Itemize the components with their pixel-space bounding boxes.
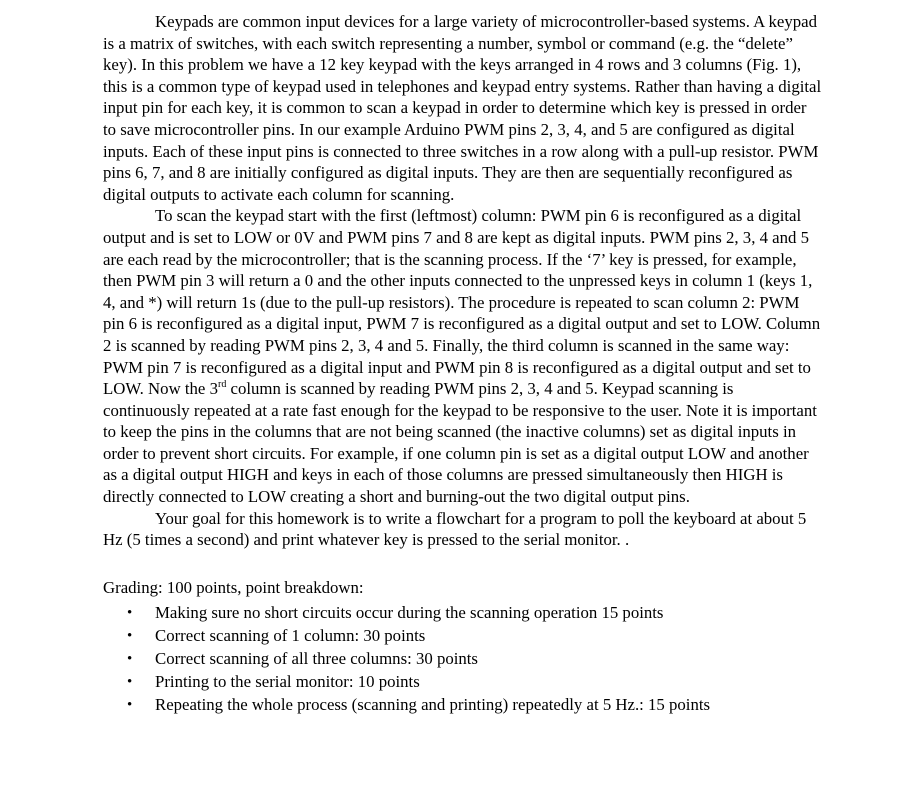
grading-item-text: Correct scanning of all three columns: 30 points bbox=[155, 649, 478, 669]
bullet-icon: • bbox=[127, 651, 133, 668]
bullet-icon: • bbox=[127, 696, 133, 713]
grading-item-text: Repeating the whole process (scanning and printing) repeatedly at 5 Hz.: 15 points bbox=[155, 694, 711, 714]
scanning-text-part-2: column is scanned by reading PWM pins 2, 3, 4 and 5. Keypad scanning is continuously repeated at a rate fast enough for the keypad to be responsive to the user. Note it is important to keep the pins in the columns that are not being scanned (the inactive columns) set as digital inputs in order to prevent short circuits. For example, if one column pin is set as a digital output LOW and another as a digital output HIGH and keys in each of those columns are pressed simultaneously then HIGH is directly connected to LOW creating a short and burning-out the two digital output pins. bbox=[103, 379, 817, 507]
homework-document bbox=[103, 11, 823, 716]
ordinal-superscript: rd bbox=[217, 378, 227, 390]
grading-item-text: Printing to the serial monitor: 10 points bbox=[155, 671, 420, 691]
grading-item bbox=[103, 602, 823, 625]
intro-paragraph: Keypads are common input devices for a large variety of microcontroller-based systems. A keypad is a matrix of switches, with each switch representing a number, symbol or command (e.g. the “delete” key). In this problem we have a 12 key keypad with the keys arranged in 4 rows and 3 columns (Fig. 1), this is a common type of keypad used in telephones and keypad entry systems. Rather than having a digital input pin for each key, it is common to scan a keypad in order to determine which key is pressed in order to save microcontroller pins. In our example Arduino PWM pins 2, 3, 4, and 5 are configured as digital inputs. Each of these input pins is connected to three switches in a row along with a pull-up resistor. PWM pins 6, 7, and 8 are initially configured as digital inputs. They are then are sequentially reconfigured as digital outputs to activate each column for scanning. bbox=[103, 12, 822, 204]
scanning-paragraph bbox=[103, 205, 823, 507]
bullet-icon: • bbox=[127, 605, 133, 622]
grading-list bbox=[103, 602, 823, 716]
grading-item bbox=[103, 694, 823, 717]
grading-item-text: Making sure no short circuits occur during the scanning operation 15 points bbox=[155, 603, 664, 623]
grading-title: Grading: 100 points, point breakdown: bbox=[103, 577, 364, 597]
scanning-text-part-1: To scan the keypad start with the first (leftmost) column: PWM pin 6 is reconfigured as a digital output and is set to LOW or 0V and PWM pins 7 and 8 are kept as digital inputs. PWM pins 2, 3, 4 and 5 are each read by the microcontroller; that is the scanning process. If the ‘7’ key is pressed, for example, then PWM pin 3 will return a 0 and the other inputs connected to the unpressed keys in column 1 (keys 1, 4, and *) will return 1s (due to the pull-up resistors). The procedure is repeated to scan column 2: PWM pin 6 is reconfigured as a digital input, PWM 7 is reconfigured as a digital output and set to LOW. Column 2 is scanned by reading PWM pins 2, 3, 4 and 5. Finally, the third column is scanned in the same way: PWM pin 7 is reconfigured as a digital input and PWM pin 8 is reconfigured as a digital output and set to LOW. Now the 3 bbox=[103, 206, 821, 399]
bullet-icon: • bbox=[127, 673, 133, 690]
grading-item bbox=[103, 671, 823, 694]
grading-item bbox=[103, 625, 823, 648]
grading-section bbox=[103, 577, 823, 717]
grading-item bbox=[103, 648, 823, 671]
grading-item-text: Correct scanning of 1 column: 30 points bbox=[155, 626, 426, 646]
bullet-icon: • bbox=[127, 628, 133, 645]
goal-paragraph: Your goal for this homework is to write a flowchart for a program to poll the keyboard at about 5 Hz (5 times a second) and print whatever key is pressed to the serial monitor. . bbox=[103, 508, 807, 550]
